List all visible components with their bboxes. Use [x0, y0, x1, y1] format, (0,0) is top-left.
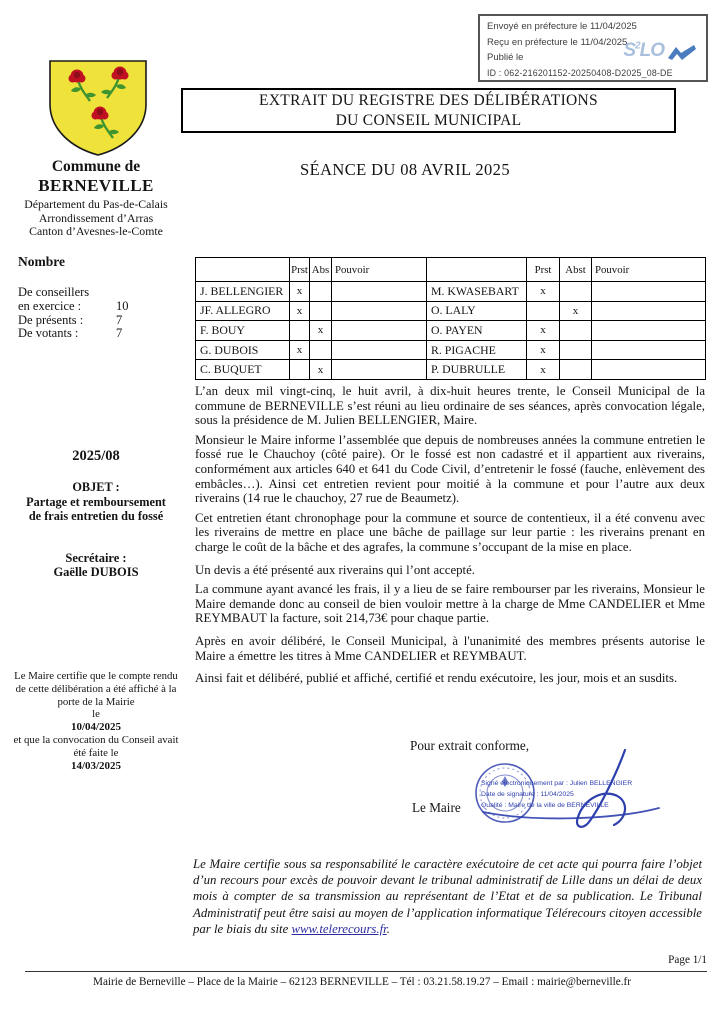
signature-line-3: Qualité : Maire de la ville de BERNEVILLE: [481, 802, 609, 809]
attendance-mark: [310, 282, 332, 302]
attendance-mark: x: [527, 321, 560, 341]
attendance-mark: [332, 282, 427, 302]
councillor-name: O. LALY: [427, 301, 527, 321]
attendance-mark: [592, 301, 706, 321]
executory-notice: [193, 856, 702, 937]
objet-line-1: Partage et remboursement: [26, 495, 166, 509]
deliberation-body: [195, 384, 705, 691]
attendance-table-head-row: [196, 258, 706, 282]
count-row: [18, 327, 178, 341]
certification-le: le: [92, 708, 100, 721]
nombre-rows: [18, 286, 178, 341]
objet-heading: OBJET :: [72, 480, 120, 494]
column-header: Pouvoir: [332, 258, 427, 282]
nombre-block: [18, 254, 178, 341]
count-row: [18, 314, 178, 328]
attendance-mark: [560, 340, 592, 360]
nombre-heading: Nombre: [18, 254, 65, 269]
attendance-mark: x: [310, 360, 332, 380]
count-value: [116, 286, 178, 300]
signature-line-2: Date de signature : 11/04/2025: [481, 791, 574, 798]
footer-address: Mairie de Berneville – Place de la Mairie – 62123 BERNEVILLE – Tél : 03.21.58.19.27 – Email : mairie@berneville.fr: [93, 976, 631, 988]
departement-line: Département du Pas-de-Calais: [24, 197, 168, 212]
councillor-name: J. BELLENGIER: [196, 282, 290, 302]
body-paragraph: Monsieur le Maire informe l’assemblée que depuis de nombreuses années la commune entretien le fossé rue le Chauchoy (côté paire). Or le fossé est non cadastré et il appartient aux riverains, conformément aux articles 640 et 641 du Code Civil, d’entretenir le fossé (fauche, enlèvement des embâcles…). Ainsi cet entretien revient pour moitié à la commune et pour l’autre aux deux riverains (14 rue le chauchoy, 27 rue de Beaumetz).: [195, 432, 705, 506]
column-header: [196, 258, 290, 282]
secretaire-block: [0, 551, 192, 579]
commune-name: BERNEVILLE: [38, 175, 154, 195]
notice-text: Le Maire certifie sous sa responsabilité le caractère exécutoire de cet acte qui pourra faire l’objet d’un recours pour excès de pouvoir devant le tribunal administratif de Lille dans un délai de deux mois à compter de sa transmission au représentant de l’Etat et de sa publication. Le Tribunal Administratif peut être saisi au moyen de l’application informatique Télérecours citoyen accessible par le biais du site: [193, 857, 702, 936]
commune-block: [0, 158, 192, 239]
prefecture-stamp-box: [478, 14, 708, 82]
attendance-mark: x: [527, 282, 560, 302]
display-certification: [10, 670, 182, 772]
attendance-mark: [310, 301, 332, 321]
attendance-mark: [332, 321, 427, 341]
objet-block: [0, 480, 192, 523]
column-header: Prst: [527, 258, 560, 282]
attendance-table-wrap: [195, 257, 705, 380]
attendance-row: [196, 301, 706, 321]
attendance-mark: [560, 321, 592, 341]
certification-date-1: 10/04/2025: [70, 721, 122, 734]
certification-date-2: 14/03/2025: [70, 759, 122, 772]
count-row: [18, 300, 178, 314]
body-paragraph: L’an deux mil vingt-cinq, le huit avril, à dix-huit heures trente, le Conseil Municipal de la commune de BERNEVILLE s’est réuni au lieu ordinaire de ses séances, après convocation légale, sous la présidence de M. Julien BELLENGIER, Maire.: [195, 384, 705, 428]
attendance-mark: [592, 360, 706, 380]
stamp-id-line: ID : 062-216201152-20250408-D2025_08-DE: [487, 67, 673, 78]
attendance-mark: [592, 282, 706, 302]
telerecours-link[interactable]: www.telerecours.fr: [291, 921, 387, 936]
attendance-mark: x: [290, 301, 310, 321]
attendance-mark: x: [310, 321, 332, 341]
attendance-row: [196, 282, 706, 302]
attendance-mark: x: [290, 340, 310, 360]
attendance-mark: [560, 282, 592, 302]
councillor-name: O. PAYEN: [427, 321, 527, 341]
attendance-mark: [332, 360, 427, 380]
electronic-signature-stamp: [473, 746, 673, 838]
body-paragraph: La commune ayant avancé les frais, il y a lieu de se faire rembourser par les riverains, Monsieur le Maire demande donc au conseil de bien vouloir mettre à la charge de Mme CANDELIER et Mme REYMBAUT la facture, soit 214,73€ pour chaque partie.: [195, 582, 705, 626]
attendance-mark: [290, 360, 310, 380]
column-header: Abst: [560, 258, 592, 282]
column-header: [427, 258, 527, 282]
notice-after-link: .: [386, 921, 390, 936]
certification-text-2: et que la convocation du Conseil avait été faite le: [13, 733, 179, 759]
body-paragraph: Ainsi fait et délibéré, publié et affiché, certifié et rendu exécutoire, les jour, mois et an susdits.: [195, 671, 678, 686]
councillor-name: F. BOUY: [196, 321, 290, 341]
signature-line-1: Signé électroniquement par : Julien BELLENGIER: [481, 780, 633, 787]
attendance-mark: x: [560, 301, 592, 321]
attendance-mark: [592, 321, 706, 341]
session-title: SÉANCE DU 08 AVRIL 2025: [300, 160, 510, 179]
stamp-received-line: Reçu en préfecture le 11/04/2025: [487, 36, 628, 48]
attendance-mark: [290, 321, 310, 341]
body-paragraph: Après en avoir délibéré, le Conseil Municipal, à l'unanimité des membres présents autorise le Maire a émettre les titres à Mme CANDELIER et REYMBAUT.: [195, 633, 705, 663]
attendance-table-body: [196, 282, 706, 380]
page-number: Page 1/1: [668, 954, 707, 966]
count-label: De votants :: [18, 326, 79, 341]
councillor-name: P. DUBRULLE: [427, 360, 527, 380]
title-line-1: EXTRAIT DU REGISTRE DES DÉLIBÉRATIONS: [259, 91, 598, 109]
count-label: en exercice :: [18, 298, 82, 313]
column-header: Pouvoir: [592, 258, 706, 282]
count-label: De conseillers: [18, 285, 90, 299]
councillor-name: C. BUQUET: [196, 360, 290, 380]
attendance-mark: [332, 340, 427, 360]
councillor-name: JF. ALLEGRO: [196, 301, 290, 321]
certification-text-1: Le Maire certifie que le compte rendu de cette délibération a été affiché à la porte de la Mairie: [14, 670, 178, 708]
attendance-mark: x: [527, 340, 560, 360]
pour-extrait-conforme: Pour extrait conforme,: [410, 738, 530, 753]
stamp-sent-line: Envoyé en préfecture le 11/04/2025: [487, 21, 637, 32]
attendance-mark: [527, 301, 560, 321]
councillor-name: M. KWASEBART: [427, 282, 527, 302]
attendance-mark: [592, 340, 706, 360]
attendance-mark: x: [290, 282, 310, 302]
reference-number: 2025/08: [72, 448, 120, 464]
le-maire-label: Le Maire: [412, 800, 461, 815]
count-label: De présents :: [18, 312, 84, 327]
body-paragraph: Un devis a été présenté aux riverains qui l’ont accepté.: [195, 562, 475, 577]
attendance-mark: [560, 360, 592, 380]
attendance-mark: x: [527, 360, 560, 380]
secretaire-name: Gaëlle DUBOIS: [53, 565, 139, 579]
s2lo-swoosh-icon: [666, 44, 698, 62]
count-value: 7: [116, 312, 123, 327]
councillor-name: G. DUBOIS: [196, 340, 290, 360]
count-row: [18, 286, 178, 300]
s2lo-logo-text: $S^2LO$: [623, 40, 664, 61]
attendance-row: [196, 340, 706, 360]
attendance-mark: [332, 301, 427, 321]
secretaire-heading: Secrétaire :: [65, 551, 127, 565]
councillor-name: R. PIGACHE: [427, 340, 527, 360]
attendance-row: [196, 321, 706, 341]
objet-line-2: de frais entretien du fossé: [28, 509, 164, 523]
s2lo-logo: [623, 40, 698, 62]
footer-rule: [25, 971, 707, 972]
title-line-2: DU CONSEIL MUNICIPAL: [335, 111, 522, 129]
attendance-table: [195, 257, 706, 380]
arrondissement-line: Arrondissement d’Arras: [38, 210, 154, 225]
document-title-box: [181, 88, 676, 133]
canton-line: Canton d’Avesnes-le-Comte: [29, 224, 163, 239]
column-header: Prst: [290, 258, 310, 282]
body-paragraph: Cet entretien étant chronophage pour la commune et source de contentieux, il a été convenu avec les riverains de mettre en place une bâche de paillage sur leur partie : les riverains prenant en charge le coût de la bâche et des agrafes, la commune s’occupant de la mise en place.: [195, 510, 705, 554]
coat-of-arms: [46, 58, 150, 158]
column-header: Abs: [310, 258, 332, 282]
count-value: 7: [116, 326, 123, 341]
attendance-mark: [310, 340, 332, 360]
count-value: 10: [116, 298, 129, 313]
commune-prefix: Commune de: [51, 158, 141, 175]
stamp-published-line: Publié le: [487, 52, 524, 63]
attendance-row: [196, 360, 706, 380]
